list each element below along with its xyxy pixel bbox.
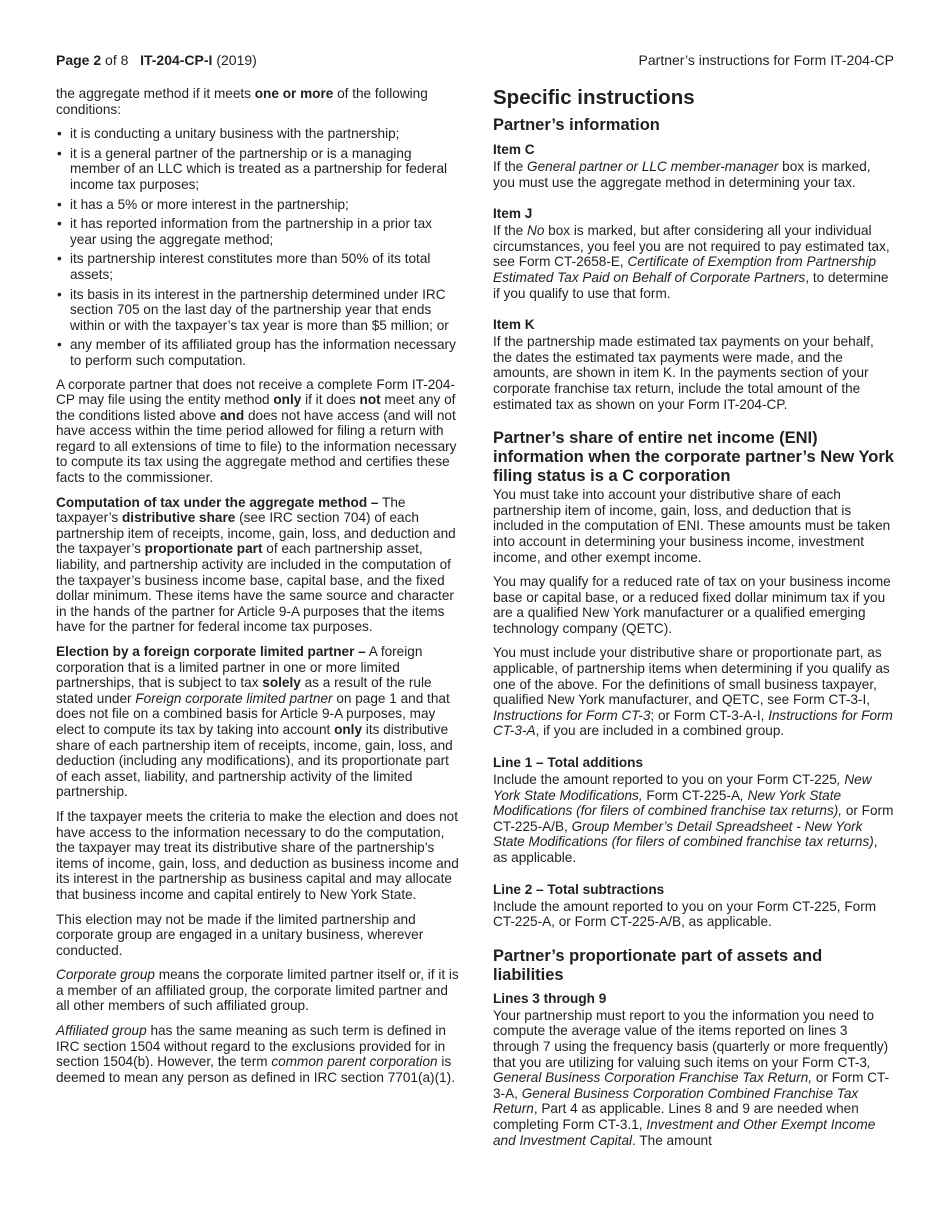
item-c-heading: Item C bbox=[493, 142, 535, 157]
item-k-text: If the partnership made estimated tax payments on your behalf, the dates the estimated tax payments were made, and the amounts, are shown in item K. In the payments section of your corporate franchise tax return, include the total amount of the estimated tax as shown on your Form IT-204-CP. bbox=[493, 334, 874, 412]
list-item: • it has a 5% or more interest in the partnership; bbox=[56, 197, 460, 213]
item-k-heading: Item K bbox=[493, 317, 535, 333]
list-item: • it has reported information from the partnership in a prior tax year using the aggregate method; bbox=[56, 216, 460, 247]
list-item: • its partnership interest constitutes more than 50% of its total assets; bbox=[56, 251, 460, 282]
right-column bbox=[493, 86, 895, 1157]
unitary-paragraph: This election may not be made if the limited partnership and corporate group are engaged in a unitary business, wherever conducted. bbox=[56, 911, 424, 958]
eni-paragraph-3: You must include your distributive share or proportionate part, as applicable, of partnership items when determining if you qualify as one of the above. For the definitions of small business taxpayer, qualified New York manufacturer, and QETC, see Form CT-3-I, Instructions for Form CT-3; or Form CT-3-A-I, Instructions for Form CT-3-A, if you are included in a combined group. bbox=[493, 645, 893, 739]
left-column bbox=[56, 86, 460, 1094]
page-title: Specific instructions bbox=[493, 86, 695, 109]
lines-3-9-heading: Lines 3 through 9 bbox=[493, 990, 607, 1006]
line-1-text: Include the amount reported to you on your Form CT-225, New York State Modifications, Form CT-225-A, New York State Modifications (for filers of combined franchise tax returns), or Form CT-225-A/B, Group Member’s Detail Spreadsheet - New York State Modifications (for filers of combined franchise tax returns), as applicable. bbox=[493, 772, 894, 865]
form-id: IT-204-CP-I bbox=[140, 52, 213, 68]
lines-3-9-text: Your partnership must report to you the information you need to compute the average value of the items reported on lines 3 through 7 using the frequency basis (quarterly or more frequently) that you are utilizing for valuing such items on your Form CT-3, General Business Corporation Franchise Tax Return, or Form CT-3-A, General Business Corporation Combined Franchise Tax Return, Part 4 as applicable. Lines 8 and 9 are needed when completing Form CT-3.1, Investment and Other Exempt Income and Investment Capital. The amount bbox=[493, 1007, 890, 1148]
aggregate-computation-paragraph: Computation of tax under the aggregate method – The taxpayer’s distributive share (see IRC section 704) of each partnership item of receipts, income, gain, loss, and deduction and the taxpayer’s proportionate part of each partnership asset, liability, and partnership activity are included in the computation of the taxpayer’s business income base, capital base, and the fixed dollar minimum. These items have the same source and character in the hands of the partner for Article 9-A purposes that the items have for the partner for federal income tax purposes. bbox=[56, 494, 456, 635]
criteria-paragraph: If the taxpayer meets the criteria to make the election and does not have access to the information necessary to do the computation, the taxpayer may treat its distributive share of the partnership’s items of income, gain, loss, and deduction as business income and its interest in the partnership as business capital and may allocate that business income and capital entirely to New York State. bbox=[56, 808, 459, 902]
line-2-heading: Line 2 – Total subtractions bbox=[493, 881, 665, 897]
aggregate-intro: the aggregate method if it meets one or more of the following conditions: bbox=[56, 86, 428, 117]
affiliated-group-paragraph: Affiliated group has the same meaning as such term is defined in IRC section 1504 without regard to the exclusions provided for in section 1504(b). However, the term common parent corporation is deemed to mean any person as defined in IRC section 7701(a)(1). bbox=[56, 1023, 455, 1085]
line-2-text: Include the amount reported to you on your Form CT-225, Form CT-225-A, or Form CT-225-A/B, as applicable. bbox=[493, 898, 877, 930]
partner-info-heading: Partner’s information bbox=[493, 116, 660, 134]
line-1-heading: Line 1 – Total additions bbox=[493, 755, 644, 771]
item-j-text: If the No box is marked, but after considering all your individual circumstances, you feel you are not required to pay estimated tax, see Form CT-2658-E, Certificate of Exemption from Partnership Estimated Tax Paid on Behalf of Corporate Partners, to determine if you qualify to use that form. bbox=[493, 223, 890, 301]
entity-method-paragraph: A corporate partner that does not receive a complete Form IT-204-CP may file using the entity method only if it does not meet any of the conditions listed above and does not have access (and will not have access within the time period allowed for filing a return with regard to all extensions of time to file) to the information necessary to compute its tax using the aggregate method and certifies these facts to the commissioner. bbox=[56, 376, 457, 486]
form-year: (2019) bbox=[216, 52, 257, 68]
list-item: • its basis in its interest in the partnership determined under IRC section 705 on the last day of the partnership year that ends within or with the taxpayer’s tax year is more than $5 million; or bbox=[56, 287, 460, 334]
page-total: of 8 bbox=[105, 52, 129, 68]
eni-paragraph-1: You must take into account your distributive share of each partnership item of income, gain, loss, and deduction that is included in the computation of ENI. These amounts must be taken into account in determining your business income, investment income, and other exempt income. bbox=[493, 487, 891, 565]
page-number: 2 bbox=[93, 52, 102, 68]
eni-heading: Partner’s share of entire net income (ENI) information when the corporate partner’s New York filing status is a C corporation bbox=[493, 429, 894, 486]
eni-paragraph-2: You may qualify for a reduced rate of tax on your business income base or capital base, or a reduced fixed dollar minimum tax if you are a qualified New York manufacturer or a qualified emerging technology company (QETC). bbox=[493, 574, 891, 636]
corporate-group-paragraph: Corporate group means the corporate limited partner itself or, if it is a member of an affiliated group, the corporate limited partner and all other members of such affiliated group. bbox=[56, 967, 459, 1014]
page-header bbox=[56, 53, 894, 71]
item-c-text: If the General partner or LLC member-manager box is marked, you must use the aggregate method in determining your tax. bbox=[493, 159, 871, 190]
item-j-heading: Item J bbox=[493, 206, 533, 222]
page-number-label bbox=[56, 53, 257, 69]
list-item: • it is conducting a unitary business with the partnership; bbox=[56, 126, 460, 142]
list-item: • it is a general partner of the partnership or is a managing member of an LLC which is treated as a partnership for federal income tax purposes; bbox=[56, 146, 460, 193]
header-title: Partner’s instructions for Form IT-204-CP bbox=[638, 52, 894, 68]
election-paragraph: Election by a foreign corporate limited partner – A foreign corporation that is a limited partner in one or more limited partnerships, that is subject to tax solely as a result of the rule stated under Foreign corporate limited partner on page 1 and that does not file on a combined basis for Article 9-A purposes, may elect to compute its tax by taking into account only its distributive share of each partnership item of receipts, income, gain, loss, and deduction (including any modifications), and its proportionate part of each asset, liability, and partnership activity of the limited partnership. bbox=[56, 644, 453, 800]
conditions-list bbox=[56, 126, 460, 368]
assets-heading: Partner’s proportionate part of assets and liabilities bbox=[493, 946, 823, 984]
page-word: Page bbox=[56, 52, 90, 68]
list-item: • any member of its affiliated group has the information necessary to perform such computation. bbox=[56, 337, 460, 368]
